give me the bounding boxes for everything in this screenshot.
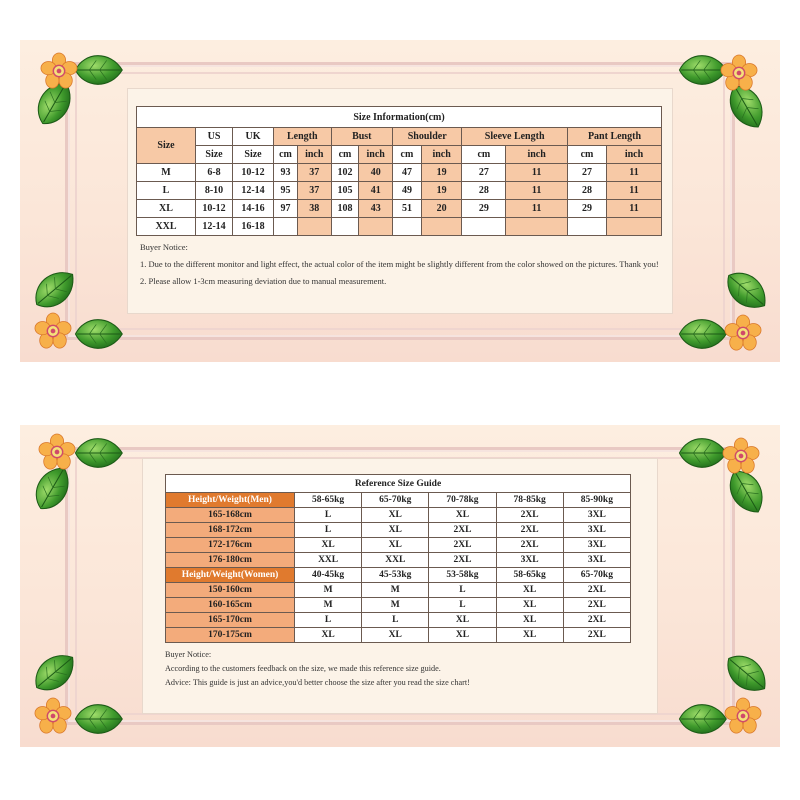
row-uk: 14-16 <box>233 200 274 218</box>
col-sleeve-length: Sleeve Length <box>462 128 568 146</box>
cell <box>359 218 393 236</box>
cell: M <box>362 583 429 598</box>
notice-title: Buyer Notice: <box>165 650 212 659</box>
cell: 108 <box>331 200 359 218</box>
weight-col: 65-70kg <box>362 493 429 508</box>
table-row <box>137 218 662 236</box>
cell: XL <box>362 508 429 523</box>
leaf-icon <box>72 312 124 356</box>
height-cell: 165-170cm <box>166 613 295 628</box>
flower-icon <box>722 437 760 475</box>
unit-inch: inch <box>421 146 462 164</box>
col-bust: Bust <box>331 128 392 146</box>
weight-col: 40-45kg <box>295 568 362 583</box>
row-size: XXL <box>137 218 196 236</box>
cell <box>462 218 506 236</box>
cell <box>567 218 606 236</box>
leaf-icon <box>72 697 124 741</box>
flower-icon <box>34 697 72 735</box>
cell: 37 <box>297 164 331 182</box>
cell: XL <box>429 628 496 643</box>
cell <box>506 218 568 236</box>
row-uk: 10-12 <box>233 164 274 182</box>
cell: XL <box>429 508 496 523</box>
cell: 3XL <box>496 553 563 568</box>
col-pant-length: Pant Length <box>567 128 661 146</box>
cell: M <box>295 598 362 613</box>
cell: 2XL <box>429 523 496 538</box>
cell: 2XL <box>563 613 630 628</box>
cell: 20 <box>421 200 462 218</box>
cell: 2XL <box>563 598 630 613</box>
cell: 11 <box>607 164 662 182</box>
cell: 2XL <box>496 508 563 523</box>
cell: L <box>295 508 362 523</box>
cell: 2XL <box>429 553 496 568</box>
flower-icon <box>40 52 78 90</box>
cell <box>331 218 359 236</box>
cell: 27 <box>462 164 506 182</box>
flower-icon <box>34 312 72 350</box>
cell: 2XL <box>429 538 496 553</box>
height-cell: 172-176cm <box>166 538 295 553</box>
cell: 49 <box>393 182 422 200</box>
weight-col: 70-78kg <box>429 493 496 508</box>
cell: 11 <box>607 182 662 200</box>
cell: 3XL <box>563 538 630 553</box>
cell: XL <box>496 598 563 613</box>
flower-icon <box>720 54 758 92</box>
cell: 3XL <box>563 508 630 523</box>
cell <box>393 218 422 236</box>
weight-col: 85-90kg <box>563 493 630 508</box>
buyer-notice <box>165 648 635 690</box>
table-row <box>166 613 631 628</box>
col-uk: UK <box>233 128 274 146</box>
notice-item: 2. Please allow 1-3cm measuring deviation due to manual measurement. <box>140 276 387 286</box>
cell <box>297 218 331 236</box>
cell: 27 <box>567 164 606 182</box>
sub-uk-size: Size <box>233 146 274 164</box>
leaf-icon <box>72 48 124 92</box>
women-header: Height/Weight(Women) <box>166 568 295 583</box>
weight-col: 53-58kg <box>429 568 496 583</box>
table-row <box>166 508 631 523</box>
leaf-icon <box>72 431 124 475</box>
cell: XL <box>295 538 362 553</box>
table-row <box>137 182 662 200</box>
size-information-card <box>20 40 780 362</box>
cell: 37 <box>297 182 331 200</box>
table-row <box>166 598 631 613</box>
cell: 2XL <box>563 583 630 598</box>
col-length: Length <box>274 128 332 146</box>
table-row <box>166 538 631 553</box>
weight-col: 45-53kg <box>362 568 429 583</box>
row-us: 10-12 <box>196 200 233 218</box>
cell <box>421 218 462 236</box>
cell: XL <box>496 628 563 643</box>
unit-inch: inch <box>607 146 662 164</box>
cell: 93 <box>274 164 298 182</box>
cell: XL <box>429 613 496 628</box>
cell: M <box>362 598 429 613</box>
buyer-notice <box>140 239 665 290</box>
cell: 97 <box>274 200 298 218</box>
flower-icon <box>38 433 76 471</box>
cell: 2XL <box>496 523 563 538</box>
flower-icon <box>724 314 762 352</box>
cell: 38 <box>297 200 331 218</box>
height-cell: 160-165cm <box>166 598 295 613</box>
row-us: 8-10 <box>196 182 233 200</box>
row-size: XL <box>137 200 196 218</box>
cell: 19 <box>421 164 462 182</box>
cell: 2XL <box>563 628 630 643</box>
cell: 47 <box>393 164 422 182</box>
notice-item: 1. Due to the different monitor and light effect, the actual color of the item might be slightly different from the color showed on the pictures. Thank you! <box>140 259 659 269</box>
reference-guide-panel <box>142 458 658 714</box>
col-us: US <box>196 128 233 146</box>
notice-title: Buyer Notice: <box>140 242 188 252</box>
height-cell: 165-168cm <box>166 508 295 523</box>
cell: 28 <box>462 182 506 200</box>
cell: 11 <box>506 182 568 200</box>
leaf-icon <box>676 697 728 741</box>
table-row <box>137 164 662 182</box>
table-row <box>166 523 631 538</box>
cell <box>274 218 298 236</box>
col-shoulder: Shoulder <box>393 128 462 146</box>
cell: L <box>362 613 429 628</box>
unit-inch: inch <box>506 146 568 164</box>
cell: L <box>295 523 362 538</box>
size-information-table <box>136 106 662 236</box>
cell: 29 <box>462 200 506 218</box>
men-header-row <box>166 493 631 508</box>
flower-icon <box>724 697 762 735</box>
cell: 11 <box>607 200 662 218</box>
notice-item: Advice: This guide is just an advice,you'd better choose the size after you read the size chart! <box>165 678 470 687</box>
unit-inch: inch <box>297 146 331 164</box>
row-uk: 12-14 <box>233 182 274 200</box>
table-row <box>137 200 662 218</box>
col-size: Size <box>137 128 196 164</box>
cell: 28 <box>567 182 606 200</box>
unit-inch: inch <box>359 146 393 164</box>
unit-cm: cm <box>462 146 506 164</box>
men-header: Height/Weight(Men) <box>166 493 295 508</box>
weight-col: 65-70kg <box>563 568 630 583</box>
cell: XL <box>362 538 429 553</box>
leaf-icon <box>676 312 728 356</box>
cell: L <box>295 613 362 628</box>
height-cell: 150-160cm <box>166 583 295 598</box>
cell <box>607 218 662 236</box>
cell: L <box>429 598 496 613</box>
cell: 43 <box>359 200 393 218</box>
row-size: L <box>137 182 196 200</box>
cell: L <box>429 583 496 598</box>
table-row <box>166 628 631 643</box>
cell: 11 <box>506 200 568 218</box>
reference-size-guide-card <box>20 425 780 747</box>
sub-us-size: Size <box>196 146 233 164</box>
reference-size-table <box>165 474 631 643</box>
row-uk: 16-18 <box>233 218 274 236</box>
women-header-row <box>166 568 631 583</box>
table-row <box>166 583 631 598</box>
cell: 2XL <box>496 538 563 553</box>
table-row <box>166 553 631 568</box>
cell: 3XL <box>563 523 630 538</box>
cell: 51 <box>393 200 422 218</box>
cell: XL <box>295 628 362 643</box>
height-cell: 176-180cm <box>166 553 295 568</box>
unit-cm: cm <box>393 146 422 164</box>
cell: 95 <box>274 182 298 200</box>
leaf-icon <box>676 431 728 475</box>
row-us: 6-8 <box>196 164 233 182</box>
cell: 19 <box>421 182 462 200</box>
cell: 41 <box>359 182 393 200</box>
cell: 105 <box>331 182 359 200</box>
weight-col: 58-65kg <box>496 568 563 583</box>
cell: 29 <box>567 200 606 218</box>
cell: XL <box>362 523 429 538</box>
row-us: 12-14 <box>196 218 233 236</box>
cell: 102 <box>331 164 359 182</box>
weight-col: 58-65kg <box>295 493 362 508</box>
cell: XXL <box>295 553 362 568</box>
unit-cm: cm <box>274 146 298 164</box>
table-title: Size Information(cm) <box>137 107 662 128</box>
cell: 11 <box>506 164 568 182</box>
unit-cm: cm <box>331 146 359 164</box>
row-size: M <box>137 164 196 182</box>
cell: XL <box>496 583 563 598</box>
notice-item: According to the customers feedback on the size, we made this reference size guide. <box>165 664 441 673</box>
size-information-panel <box>127 88 673 314</box>
cell: 40 <box>359 164 393 182</box>
unit-cm: cm <box>567 146 606 164</box>
cell: XXL <box>362 553 429 568</box>
weight-col: 78-85kg <box>496 493 563 508</box>
height-cell: 170-175cm <box>166 628 295 643</box>
cell: XL <box>362 628 429 643</box>
cell: XL <box>496 613 563 628</box>
cell: 3XL <box>563 553 630 568</box>
height-cell: 168-172cm <box>166 523 295 538</box>
cell: M <box>295 583 362 598</box>
table-title: Reference Size Guide <box>166 475 631 493</box>
